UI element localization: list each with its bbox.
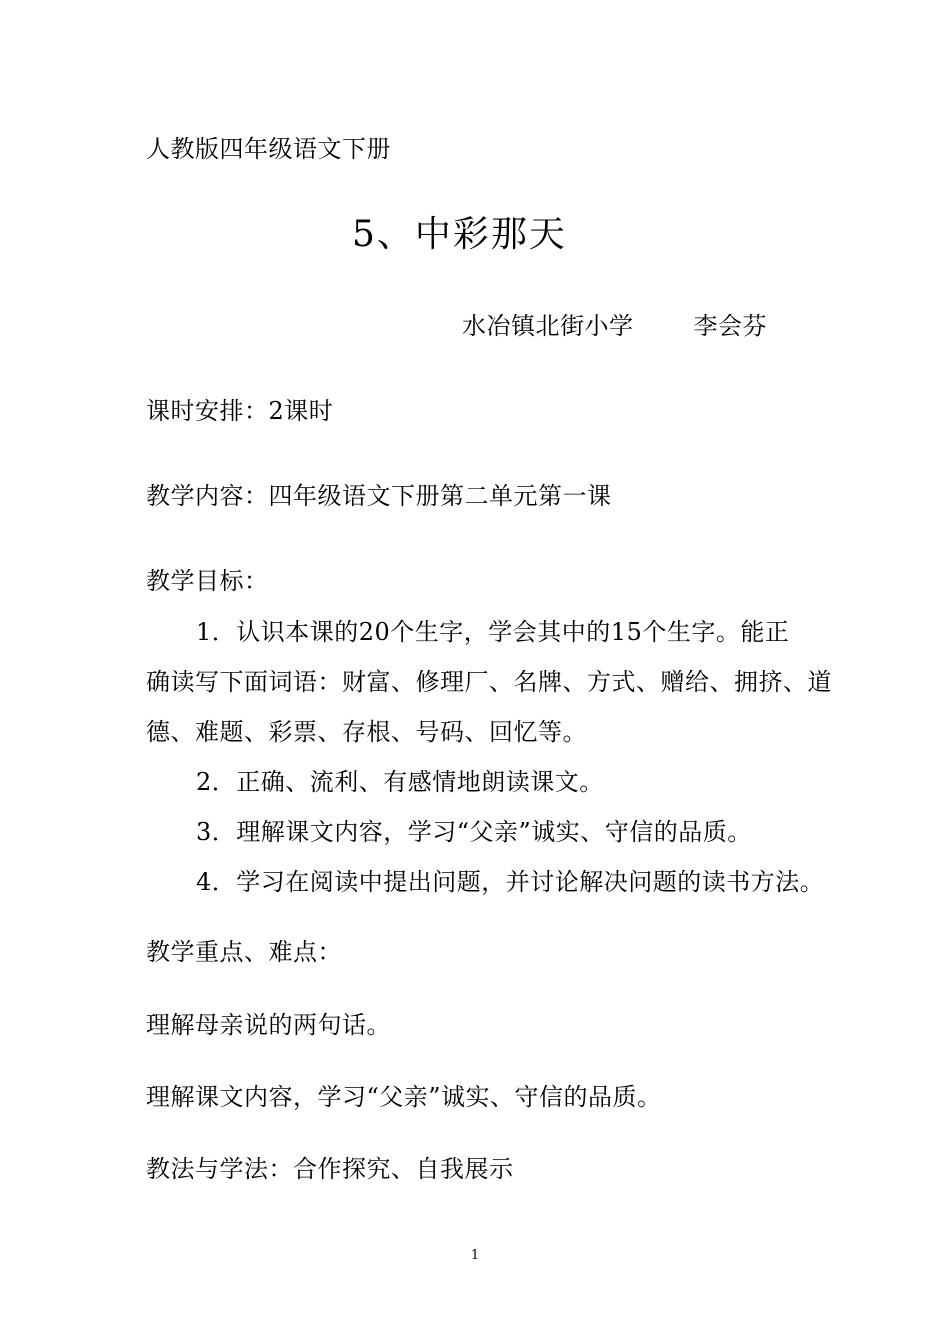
page-number: 1 xyxy=(470,1248,480,1263)
teaching-methods: 教法与学法：合作探究、自我展示 xyxy=(146,1155,514,1183)
key-point-2: 理解课文内容，学习“父亲”诚实、守信的品质。 xyxy=(146,1083,662,1111)
teaching-content: 教学内容：四年级语文下册第二单元第一课 xyxy=(146,482,612,510)
author-name: 李会芬 xyxy=(693,312,767,340)
objective-1-line-3: 德、难题、彩票、存根、号码、回忆等。 xyxy=(146,718,587,746)
objective-3: 3．理解课文内容，学习“父亲”诚实、守信的品质。 xyxy=(196,818,752,846)
objective-2: 2．正确、流利、有感情地朗读课文。 xyxy=(196,768,604,796)
textbook-label: 人教版四年级语文下册 xyxy=(146,135,391,163)
byline xyxy=(462,311,767,341)
key-point-1: 理解母亲说的两句话。 xyxy=(146,1011,391,1039)
lesson-title: 5、中彩那天 xyxy=(352,214,567,255)
key-points-heading: 教学重点、难点： xyxy=(146,938,342,966)
objective-1-line-1: 1．认识本课的20个生字，学会其中的15个生字。能正 xyxy=(196,618,790,646)
objectives-heading: 教学目标： xyxy=(146,567,269,595)
objective-1-line-2: 确读写下面词语：财富、修理厂、名牌、方式、赠给、拥挤、道 xyxy=(146,668,832,696)
school-name: 水冶镇北街小学 xyxy=(462,312,634,340)
objective-4: 4．学习在阅读中提出问题，并讨论解决问题的读书方法。 xyxy=(196,868,825,896)
class-hours: 课时安排：2课时 xyxy=(146,397,334,425)
